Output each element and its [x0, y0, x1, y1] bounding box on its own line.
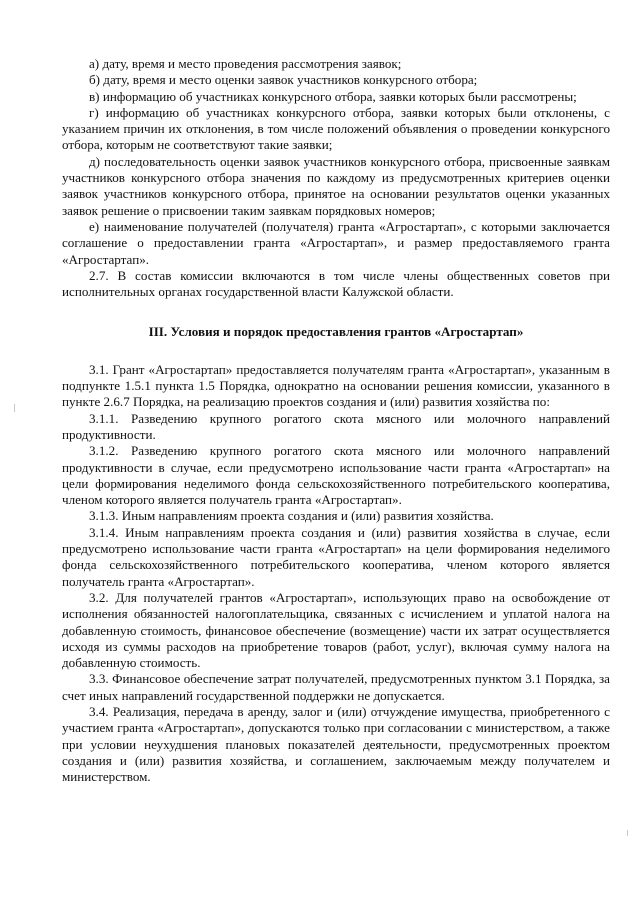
clause-3-1-3: 3.1.3. Иным направлениям проекта создания и (или) развития хозяйства. [89, 508, 494, 524]
clause-3-1: 3.1. Грант «Агростартап» предоставляется получателям гранта «Агростартап», указанным в подпункте 1.5.1 пункта 1.5 Порядка, однократно на основании решения комиссии, указанного в пункте 2.6.7 Порядка, на реализацию проектов создания и (или) развития хозяйства по: [62, 361, 610, 410]
document-body [62, 56, 610, 785]
clause-3-1-2: 3.1.2. Разведению крупного рогатого скота мясного или молочного направлений продуктивности в случае, если предусмотрено использование части гранта «Агростартап» на цели формирования неделимого фонда сельскохозяйственного потребительского кооператива, членом которого является получатель гранта «Агростартап». [62, 443, 610, 508]
item-a: а) дату, время и место проведения рассмотрения заявок; [89, 56, 402, 71]
right-margin-mark [627, 830, 628, 836]
left-margin-mark [14, 404, 15, 412]
clause-3-1-4: 3.1.4. Иным направлениям проекта создания и (или) развития хозяйства в случае, если предусмотрено использование части гранта «Агростартап» на цели формирования неделимого фонда сельскохозяйственного потребительского кооператива, членом которого является получатель гранта «Агростартап». [62, 524, 610, 589]
item-d: д) последовательность оценки заявок участников конкурсного отбора, присвоенные заявкам участников конкурсного отбора значения по каждому из предусмотренных критериев оценки заявок участников конкурсного отбора, принятое на основании результатов оценки указанных заявок решение о присвоении таким заявкам порядковых номеров; [62, 153, 610, 218]
item-e: е) наименование получателей (получателя) гранта «Агростартап», с которыми заключается соглашение о предоставлении гранта «Агростартап», и размер предоставляемого гранта «Агростартап». [62, 218, 610, 267]
clause-3-2: 3.2. Для получателей грантов «Агростартап», использующих право на освобождение от исполнения обязанностей налогоплательщика, связанных с исчислением и уплатой налога на добавленную стоимость, финансовое обеспечение (возмещение) части их затрат осуществляется исходя из суммы расходов на приобретение товаров (работ, услуг), включая сумму налога на добавленную стоимость. [62, 589, 610, 671]
item-b: б) дату, время и место оценки заявок участников конкурсного отбора; [89, 72, 478, 88]
clause-2-7: 2.7. В состав комиссии включаются в том числе члены общественных советов при исполнительных органах государственной власти Калужской области. [62, 267, 610, 300]
clause-3-4: 3.4. Реализация, передача в аренду, залог и (или) отчуждение имущества, приобретенного с участием гранта «Агростартап», допускаются только при согласовании с министерством, а также при условии неухудшения плановых показателей деятельности, предусмотренных проектом создания и (или) развития хозяйства, и соглашением, заключаемым между получателем и министерством. [62, 703, 610, 785]
item-v: в) информацию об участниках конкурсного отбора, заявки которых были рассмотрены; [89, 88, 577, 104]
clause-3-3: 3.3. Финансовое обеспечение затрат получателей, предусмотренных пунктом 3.1 Порядка, за счет иных направлений государственной поддержки не допускается. [62, 671, 610, 703]
item-g: г) информацию об участниках конкурсного отбора, заявки которых были отклонены, с указанием причин их отклонения, в том числе положений объявления о проведении конкурсного отбора, которым не соответствуют такие заявки; [62, 104, 610, 153]
section-heading: III. Условия и порядок предоставления грантов «Агростартап» [148, 324, 524, 340]
clause-3-1-1: 3.1.1. Разведению крупного рогатого скота мясного или молочного направлений продуктивности. [62, 410, 610, 442]
